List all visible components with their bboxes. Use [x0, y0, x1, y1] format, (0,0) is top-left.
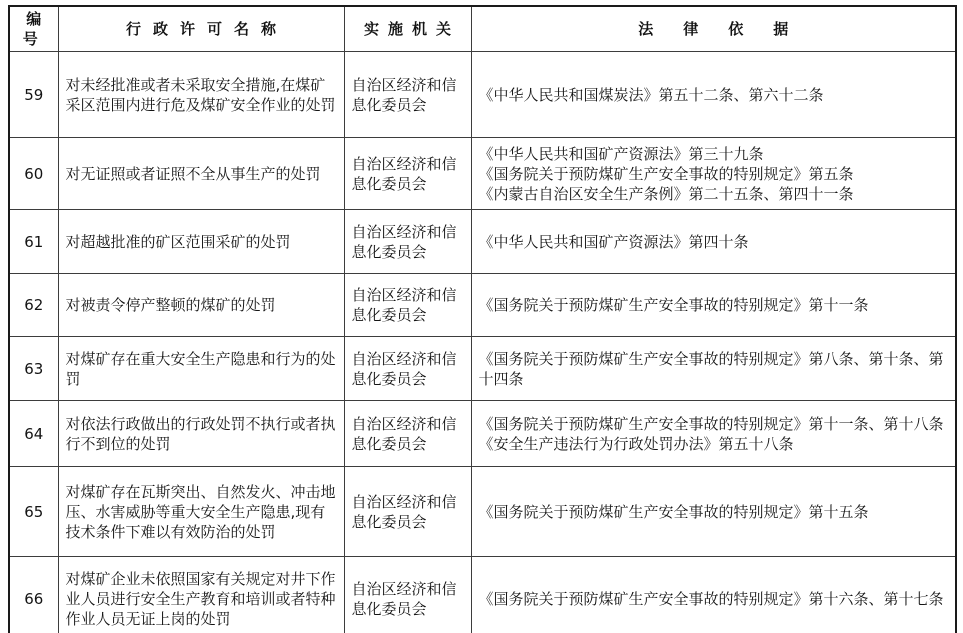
legal-basis-line: 《中华人民共和国矿产资源法》第四十条: [478, 232, 749, 251]
legal-basis-line: 《内蒙古自治区安全生产条例》第二十五条、第四十一条: [478, 184, 854, 203]
legal-basis-line: 《中华人民共和国矿产资源法》第三十九条: [478, 144, 764, 163]
cell-number: 63: [9, 337, 58, 401]
cell-number: 64: [9, 401, 58, 467]
cell-legal-basis: [471, 52, 956, 138]
legal-basis-line: 《中华人民共和国煤炭法》第五十二条、第六十二条: [478, 85, 824, 104]
cell-legal-basis: [471, 337, 956, 401]
table-row: [9, 210, 956, 274]
table-row: [9, 138, 956, 210]
cell-permit-name: 对未经批准或者未采取安全措施,在煤矿采区范围内进行危及煤矿安全作业的处罚: [58, 52, 344, 138]
legal-basis-line: 《国务院关于预防煤矿生产安全事故的特别规定》第八条、第十条、第十四条: [478, 349, 944, 388]
legal-basis-line: 《安全生产违法行为行政处罚办法》第五十八条: [478, 434, 794, 453]
cell-agency: 自治区经济和信息化委员会: [344, 274, 471, 337]
table-row: [9, 274, 956, 337]
table-row: [9, 401, 956, 467]
cell-agency: 自治区经济和信息化委员会: [344, 557, 471, 633]
column-header-agency: 实施机关: [344, 6, 471, 52]
cell-agency: 自治区经济和信息化委员会: [344, 138, 471, 210]
legal-basis-line: 《国务院关于预防煤矿生产安全事故的特别规定》第十一条: [478, 296, 869, 314]
table-row: [9, 557, 956, 633]
cell-number: 65: [9, 467, 58, 557]
cell-permit-name: 对煤矿企业未依照国家有关规定对井下作业人员进行安全生产教育和培训或者特种作业人员无证上岗的处罚: [58, 557, 344, 633]
column-header-permit-name: 行政许可名称: [58, 6, 344, 52]
cell-agency: 自治区经济和信息化委员会: [344, 467, 471, 557]
legal-basis-line: 《国务院关于预防煤矿生产安全事故的特别规定》第十六条、第十七条: [478, 590, 944, 609]
cell-legal-basis: [471, 274, 956, 337]
cell-permit-name: 对煤矿存在重大安全生产隐患和行为的处罚: [58, 337, 344, 401]
cell-permit-name: 对依法行政做出的行政处罚不执行或者执行不到位的处罚: [58, 401, 344, 467]
cell-legal-basis: [471, 557, 956, 633]
cell-agency: 自治区经济和信息化委员会: [344, 337, 471, 401]
cell-number: 61: [9, 210, 58, 274]
permits-table: [8, 5, 957, 633]
cell-legal-basis: [471, 467, 956, 557]
cell-number: 62: [9, 274, 58, 337]
cell-permit-name: 对被责令停产整顿的煤矿的处罚: [58, 274, 344, 337]
cell-number: 66: [9, 557, 58, 633]
table-header-row: [9, 6, 956, 52]
legal-basis-line: 《国务院关于预防煤矿生产安全事故的特别规定》第十一条、第十八条: [478, 414, 944, 433]
table-row: [9, 467, 956, 557]
cell-permit-name: 对煤矿存在瓦斯突出、自然发火、冲击地压、水害威胁等重大安全生产隐患,现有技术条件下难以有效防治的处罚: [58, 467, 344, 557]
column-header-legal-basis: 法律依据: [471, 6, 956, 52]
table-row: [9, 337, 956, 401]
cell-permit-name: 对无证照或者证照不全从事生产的处罚: [58, 138, 344, 210]
cell-number: 60: [9, 138, 58, 210]
legal-basis-line: 《国务院关于预防煤矿生产安全事故的特别规定》第五条: [478, 164, 854, 183]
cell-legal-basis: [471, 210, 956, 274]
cell-agency: 自治区经济和信息化委员会: [344, 210, 471, 274]
legal-basis-line: 《国务院关于预防煤矿生产安全事故的特别规定》第十五条: [478, 502, 869, 521]
column-header-number: 编号: [9, 6, 58, 52]
cell-agency: 自治区经济和信息化委员会: [344, 401, 471, 467]
cell-legal-basis: [471, 138, 956, 210]
cell-number: 59: [9, 52, 58, 138]
table-row: [9, 52, 956, 138]
cell-legal-basis: [471, 401, 956, 467]
cell-agency: 自治区经济和信息化委员会: [344, 52, 471, 138]
cell-permit-name: 对超越批准的矿区范围采矿的处罚: [58, 210, 344, 274]
